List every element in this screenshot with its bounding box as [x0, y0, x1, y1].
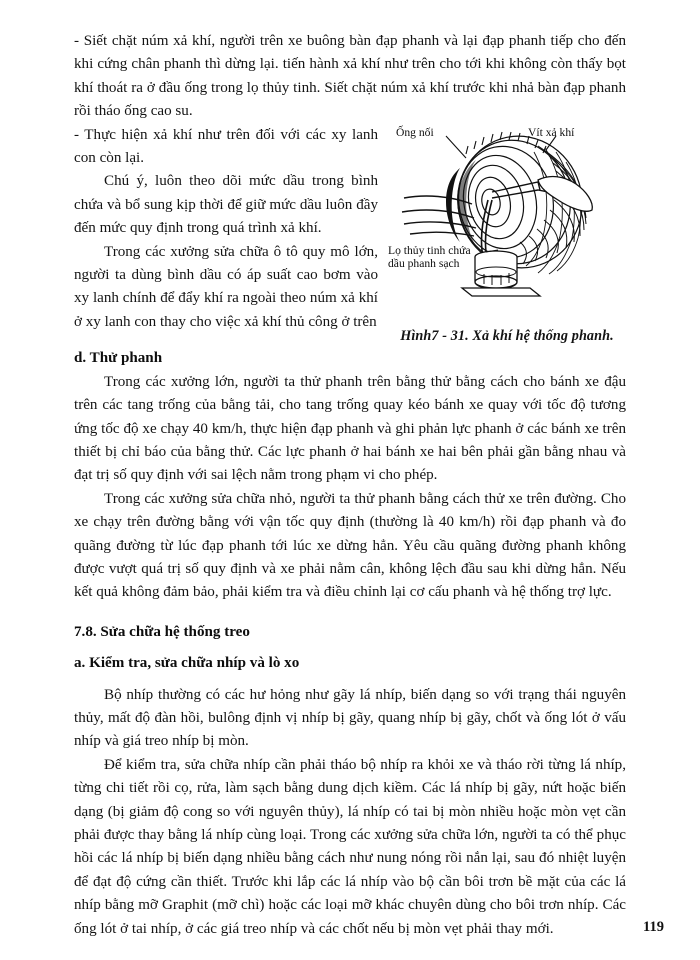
spacer — [74, 676, 626, 684]
paragraph-large-workshop-method: Trong các xưởng sửa chữa ô tô quy mô lớn, người ta dùng bình dầu có áp suất cao bơm vào xy lanh chính để đẩy khí ra ngoài theo núm xả khí ở xy lanh con thay cho việc xả khí thủ công ở trên — [74, 243, 378, 330]
figure-brake-bleeding — [388, 124, 626, 345]
figure-label-glass-jar-line1: Lọ thủy tinh chứa — [388, 243, 471, 257]
figure-label-connector-pipe: Ống nối — [396, 125, 434, 139]
figure-caption: Hình7 - 31. Xả khí hệ thống phanh. — [400, 327, 614, 344]
page-content — [74, 30, 626, 941]
spacer — [74, 605, 626, 621]
heading-leaf-spring-inspection: a. Kiểm tra, sửa chữa nhíp và lò xo — [74, 655, 300, 672]
paragraph-leaf-spring-procedure: Để kiểm tra, sửa chữa nhíp cần phải tháo bộ nhíp ra khỏi xe và tháo rời từng lá nhíp, từng chi tiết rồi cọ, rửa, làm sạch bằng dung dịch kiềm. Các lá nhíp bị gãy, nứt hoặc biến dạng (bị giảm độ cong so với nguyên thủy), lá nhíp có tai bị mòn nhiều hoặc mòn vẹt cần phải được thay bằng lá nhíp cùng loại. Trong các xưởng sửa chữa lớn, người ta có thể phục hồi các lá nhíp bị biến dạng nhiều bằng cách như nung nóng rồi nắn lại, sau đó nhiệt luyện để đạt độ cứng cần thiết. Trước khi lắp các lá nhíp vào bộ cần bôi trơn bề mặt của các lá nhíp bằng mỡ Graphit (mỡ chì) hoặc các loại mỡ khác chuyên dùng cho bôi trơn nhíp. Các ống lót ở tai nhíp, ở các giá treo nhíp và các chốt nếu bị mòn vẹt phải thay mới. — [74, 756, 626, 937]
wheel-brake-bleeding-illustration — [388, 124, 626, 302]
paragraph-bleed-instruction: - Siết chặt núm xả khí, người trên xe buông bàn đạp phanh và lại đạp phanh tiếp cho đến khi cứng chân phanh thì dừng lại. tiến hành xả khí như trên cho tới khi không còn thấy bọt khí thoát ra ở đầu ống trong lọ thủy tinh. Siết chặt núm xả khí trước khi nhả bàn đạp phanh rồi tháo ống cao su. — [74, 33, 626, 120]
paragraph-note-fluid-level: Chú ý, luôn theo dõi mức dầu trong bình chứa và bổ sung kịp thời để giữ mức dầu luôn đầy đến mức quy định trong quá trình xả khí. — [74, 173, 378, 237]
paragraph-bench-test: Trong các xưởng lớn, người ta thử phanh trên bằng thử bằng cách cho bánh xe đậu trên các tang trống của bằng tải, cho tang trống quay kéo bánh xe quay với tốc độ tương ứng tốc độ xe chạy 40 km/h, thực hiện đạp phanh và ghi phản lực phanh ở các bánh xe trên thiết bị chỉ báo của bằng thử. Các lực phanh ở hai bánh xe hai bên phải gần bằng nhau và đạt trị số quy định với sai lệch nằm trong phạm vi cho phép. — [74, 373, 626, 484]
heading-brake-test: d. Thử phanh — [74, 350, 163, 367]
figure-image-area — [388, 124, 626, 324]
page-number: 119 — [643, 919, 664, 935]
paragraph-leaf-spring-damage: Bộ nhíp thường có các hư hỏng như gãy lá nhíp, biến dạng so với trạng thái nguyên thủy, mất độ đàn hồi, bulông định vị nhíp bị gãy, quang nhíp bị gãy, chốt và ống lót ở vấu nhíp và giá treo nhíp bị mòn. — [74, 686, 626, 750]
heading-suspension-repair: 7.8. Sửa chữa hệ thống treo — [74, 623, 250, 640]
figure-label-glass-jar-line2: dầu phanh sạch — [388, 256, 460, 270]
paragraph-remaining-cylinders: - Thực hiện xả khí như trên đối với các xy lanh con còn lại. — [74, 126, 378, 167]
paragraph-road-test: Trong các xưởng sửa chữa nhỏ, người ta thử phanh bằng cách thử xe trên đường. Cho xe chạy trên đường bằng với vận tốc quy định (thường là 40 km/h) rồi đạp phanh và đo quãng đường từ lúc đạp phanh tới lúc xe dừng hẳn. Yêu cầu quãng đường phanh không được vượt quá trị số quy định và xe phải nằm cân, không lệch đầu sau khi dừng hẳn. Nếu kết quả không đảm bảo, phải kiểm tra và điều chỉnh lại cơ cấu phanh và hệ thống trợ lực. — [74, 490, 626, 601]
spacer — [74, 644, 626, 652]
figure-label-bleed-screw: Vít xả khí — [528, 125, 575, 139]
figure-label-glass-jar — [388, 244, 471, 270]
